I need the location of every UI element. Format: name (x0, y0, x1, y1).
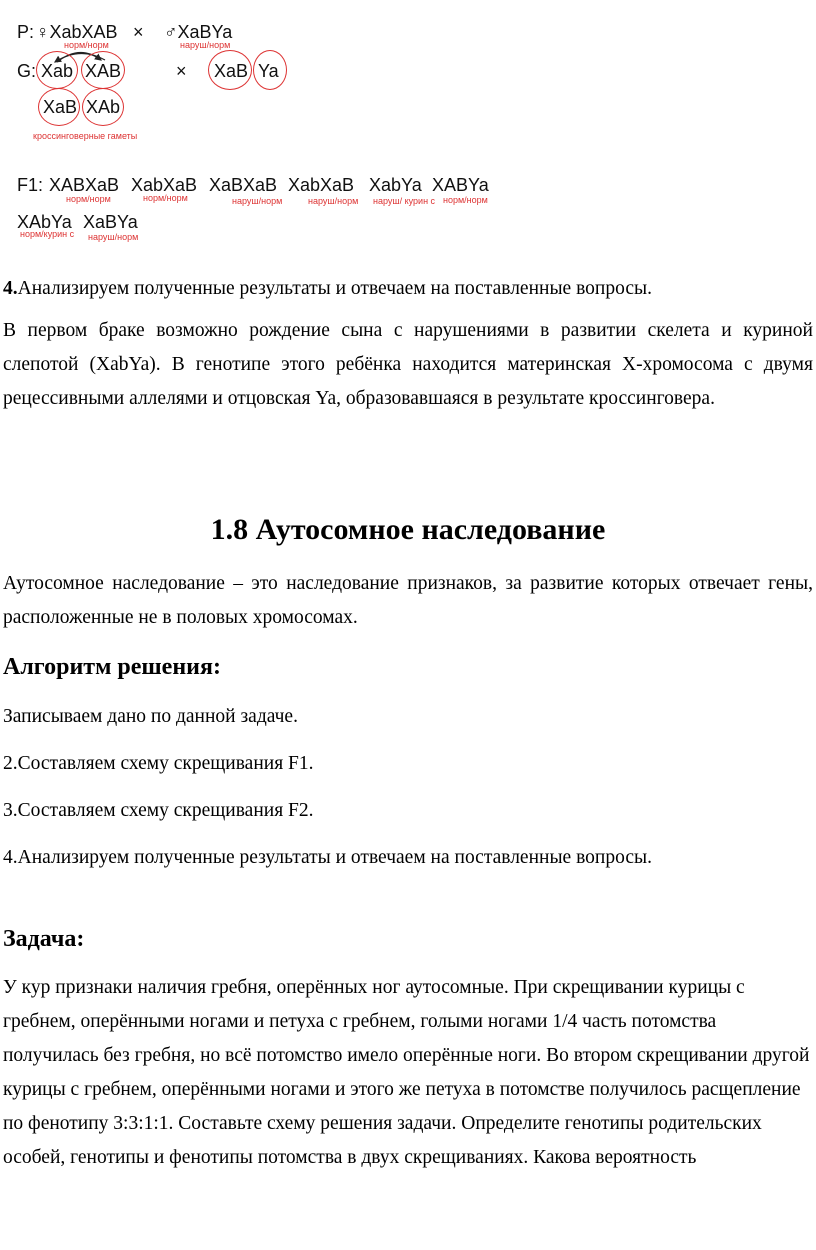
f1-offspring: XABXaB (49, 175, 120, 195)
crossover-gamete-1: XaB (43, 97, 78, 117)
paragraph-step-4 (3, 272, 813, 306)
f1-note: норм/норм (443, 195, 488, 205)
paragraph-first-marriage: В первом браке возможно рождение сына с нарушениями в развитии скелета и куриной слепотой (XabYa). В генотипе этого ребёнка находится материнская Х-хромосома с двумя рецессивными аллелями и отцовская Ya, образовавшаяся в результате кроссинговера. (3, 320, 813, 409)
f1-note: норм/норм (66, 194, 111, 204)
genetics-scheme (0, 0, 816, 250)
f1-offspring: XaBYa (83, 212, 138, 232)
f1-note: норм/курин с (20, 229, 75, 239)
task-heading: Задача: (3, 926, 85, 952)
p-cross-sign: × (133, 22, 144, 42)
f1-note: наруш/ курин с (373, 196, 436, 206)
algorithm-heading: Алгоритм решения: (3, 654, 221, 680)
p-prefix: P: (17, 22, 35, 42)
f1-offspring: XAbYa (17, 212, 72, 232)
algorithm-step: Записываем дано по данной задаче. (3, 706, 298, 727)
paragraph-definition: Аутосомное наследование – это наследование признаков, за развитие которых отвечает гены, расположенные не в половых хромосомах. (3, 573, 813, 628)
p-female-genotype: ♀XabXAB (36, 22, 118, 42)
f1-offspring: XaBXaB (209, 175, 278, 195)
gamete-female-2: XAB (85, 61, 122, 81)
f1-offspring: XABYa (432, 175, 489, 195)
p-female-note: норм/норм (64, 40, 109, 50)
f1-note: наруш/норм (308, 196, 359, 206)
gamete-female-1: Xab (41, 61, 74, 81)
f1-offspring: XabXaB (288, 175, 355, 195)
section-heading: 1.8 Аутосомное наследование (210, 513, 606, 546)
step-number: 4. (3, 278, 18, 299)
f1-note: наруш/норм (232, 196, 283, 206)
g-cross-sign: × (176, 61, 187, 81)
f1-note: наруш/норм (88, 232, 139, 242)
p-male-note: наруш/норм (180, 40, 231, 50)
g-prefix: G: (17, 61, 37, 81)
gamete-male-1: XaB (214, 61, 249, 81)
f1-offspring: XabXaB (131, 175, 198, 195)
f1-note: норм/норм (143, 193, 188, 203)
algorithm-step: 3.Составляем схему скрещивания F2. (3, 800, 314, 821)
f1-prefix: F1: (17, 175, 44, 195)
algorithm-step: 4.Анализируем полученные результаты и отвечаем на поставленные вопросы. (3, 847, 652, 868)
step-text: Анализируем полученные результаты и отвечаем на поставленные вопросы. (17, 278, 652, 299)
f1-offspring: XabYa (369, 175, 422, 195)
crossover-gamete-2: XAb (86, 97, 121, 117)
gamete-male-2: Ya (258, 61, 279, 81)
task-text: У кур признаки наличия гребня, оперённых ног аутосомные. При скрещивании курицы с гребнем, оперёнными ногами и петуха с гребнем, голыми ногами 1/4 часть потомства получилась без гребня, но всё потомство имело оперённые ноги. Во втором скрещивании другой курицы с гребнем, оперёнными ногами и этого же петуха в потомстве получилось расщепление по фенотипу 3:3:1:1. Составьте схему решения задачи. Определите генотипы родительских особей, генотипы и фенотипы потомства в двух скрещиваниях. Какова вероятность (3, 977, 810, 1168)
p-male-genotype: ♂XaBYa (164, 22, 233, 42)
crossover-note: кроссинговерные гаметы (33, 131, 138, 141)
algorithm-step: 2.Составляем схему скрещивания F1. (3, 753, 314, 774)
